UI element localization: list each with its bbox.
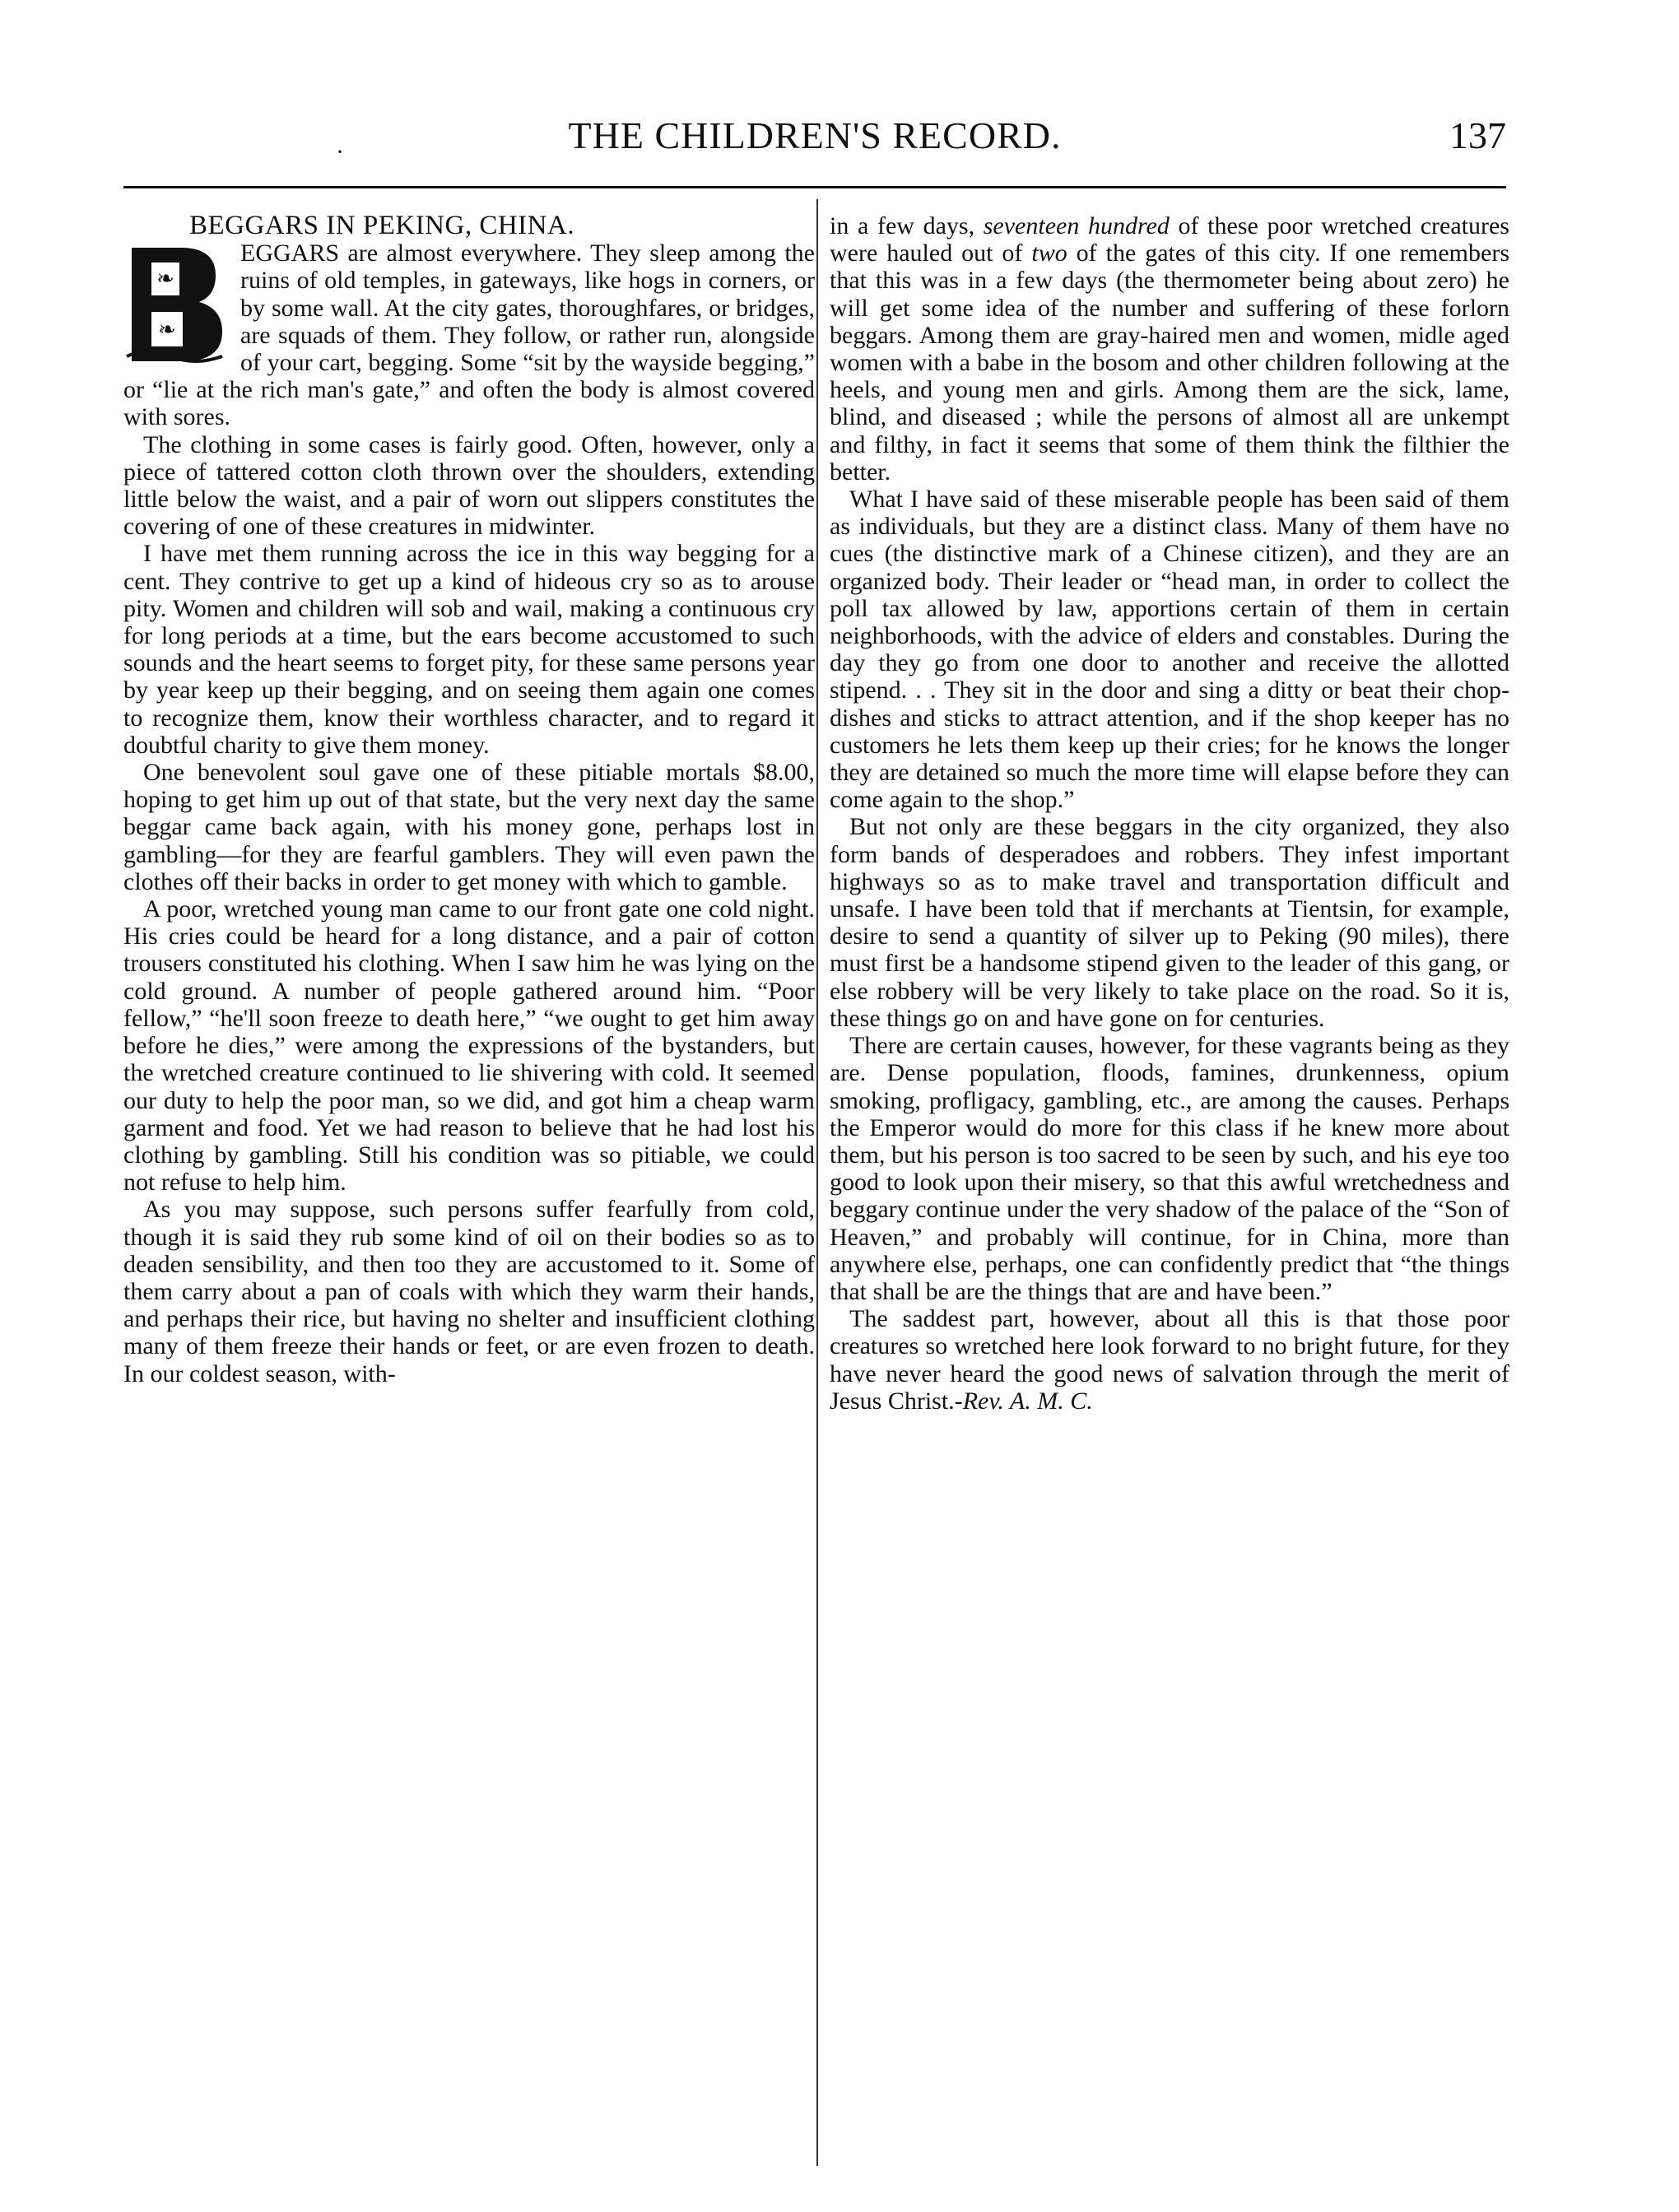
page-number: 137 — [1449, 114, 1506, 156]
paragraph-9: But not only are these beggars in the city organized, they also form bands of desperadoes and robbers. They infest important highways so as to make travel and transportation difficult and unsafe. I have been told that if merchants at Tientsin, for example, desire to send a quantity of silver up to Peking (90 miles), there must first be a handsome stipend given to the leader of this gang, or else robbery will be very likely to take place on the road. So it is, these things go on and have gone on for centuries. — [830, 813, 1509, 1032]
header-ornament-dot: · — [336, 138, 344, 165]
paragraph-7-part-b: of these poor wretched creatures were hauled out of — [830, 212, 1509, 267]
page-header — [123, 114, 1506, 179]
paragraph-5: A poor, wretched young man came to our front gate one cold night. His cries could be heard for a long distance, and a pair of cotton trousers constituted his clothing. When I saw him he was lying on the cold ground. A number of people gathered around him. “Poor fellow,” “he'll soon freeze to death here,” “we ought to get him away before he dies,” were among the expressions of the bystanders, but the wretched creature continued to lie shivering with cold. It seemed our duty to help the poor man, so we did, and got him a cheap warm garment and food. Yet we had reason to believe that he had lost his clothing by gambling. Still his condition was so pitiable, we could not refuse to help him. — [123, 895, 815, 1197]
paragraph-2: The clothing in some cases is fairly good. Often, however, only a piece of tattered cotton cloth thrown over the shoulders, extending little below the waist, and a pair of worn out slippers constitutes the covering of one of these creatures in midwinter. — [123, 430, 815, 541]
svg-text:❧: ❧ — [158, 318, 176, 343]
paragraph-7-part-a: in a few days, — [830, 212, 984, 239]
paragraph-8: What I have said of these miserable people has been said of them as individuals, but they are a distinct class. Many of them have no cues (the distinctive mark of a Chinese citizen), and they are an organized body. Their leader or “head man, in order to collect the poll tax allowed by law, apportions certain of them in certain neighborhoods, with the advice of elders and constables. During the day they go from one door to another and receive the allotted stipend. . . They sit in the door and sing a ditty or beat their chop-dishes and sticks to attract attention, and if the shop keeper has no customers he lets them keep up their cries; for he knows the longer they are detained so much the more time will elapse before they can come again to the shop.” — [830, 486, 1509, 814]
paragraph-6: As you may suppose, such persons suffer fearfully from cold, though it is said they rub some kind of oil on their bodies so as to deaden sensibility, and then too they are accustomed to it. Some of them carry about a pan of coals with which they warm their hands, and perhaps their rice, but having no shelter and insufficient clothing many of them freeze their hands or feet, or are even frozen to death. In our coldest season, with- — [123, 1196, 815, 1387]
paragraph-7-part-c: of the gates of this city. If one remembers that this was in a few days (the thermometer being about zero) he will get some idea of the number and suffering of these forlorn beggars. Among them are gray-haired men and women, midle aged women with a babe in the bosom and other children following at the heels, and young men and girls. Among them are the sick, lame, blind, and diseased ; while the persons of almost all are unkempt and filthy, in fact it seems that some of them think the filthier the better. — [830, 239, 1509, 486]
paragraph-7-emphasis-2: two — [1031, 239, 1067, 267]
drop-cap-b-icon — [123, 241, 229, 365]
left-column — [123, 212, 815, 1387]
paragraph-7-emphasis-1: seventeen hundred — [983, 212, 1170, 239]
author-signature: Rev. A. M. C. — [962, 1387, 1093, 1415]
right-column — [830, 212, 1509, 1415]
page-title: THE CHILDREN'S RECORD. — [568, 114, 1062, 156]
header-rule — [123, 186, 1506, 188]
paragraph-11 — [830, 1305, 1509, 1415]
paragraph-3: I have met them running across the ice in this way begging for a cent. They contrive to get up a kind of hideous cry so as to arouse pity. Women and children will sob and wail, making a continuous cry for long periods at a time, but the ears become accustomed to such sounds and the heart seems to forget pity, for these same persons year by year keep up their begging, and on seeing them again one comes to recognize them, know their worthless character, and to regard it doubtful charity to give them money. — [123, 540, 815, 759]
paragraph-11-text: The saddest part, however, about all this is that those poor creatures so wretched here look forward to no bright future, for they have never heard the good news of salvation through the merit of Jesus Christ.- — [830, 1305, 1509, 1415]
column-divider — [816, 199, 818, 2166]
drop-cap-ornament — [123, 241, 229, 365]
svg-text:❧: ❧ — [156, 267, 174, 292]
article-title: BEGGARS IN PEKING, CHINA. — [189, 211, 575, 240]
paragraph-7 — [830, 212, 1509, 486]
paragraph-4: One benevolent soul gave one of these pitiable mortals $8.00, hoping to get him up out of that state, but the very next day the same beggar came back again, with his money gone, perhaps lost in gambling—for they are fearful gamblers. They will even pawn the clothes off their backs in order to get money with which to gamble. — [123, 759, 815, 895]
paragraph-10: There are certain causes, however, for these vagrants being as they are. Dense population, floods, famines, drunkenness, opium smoking, profligacy, gambling, etc., are among the causes. Perhaps the Emperor would do more for this class if he knew more about them, but his person is too sacred to be seen by such, and his eye too good to look upon their misery, so that this awful wretchedness and beggary continue under the very shadow of the palace of the “Son of Heaven,” and probably will continue, for in China, more than anywhere else, perhaps, one can confidently predict that “the things that shall be are the things that are and have been.” — [830, 1032, 1509, 1305]
paragraph-1: EGGARS are almost everywhere. They sleep among the ruins of old temples, in gateways, like hogs in corners, or by some wall. At the city gates, thoroughfares, or bridges, are squads of them. They follow, or rather run, alongside of your cart, begging. Some “sit by the wayside begging,” or “lie at the rich man's gate,” and often the body is almost covered with sores. — [123, 239, 815, 431]
